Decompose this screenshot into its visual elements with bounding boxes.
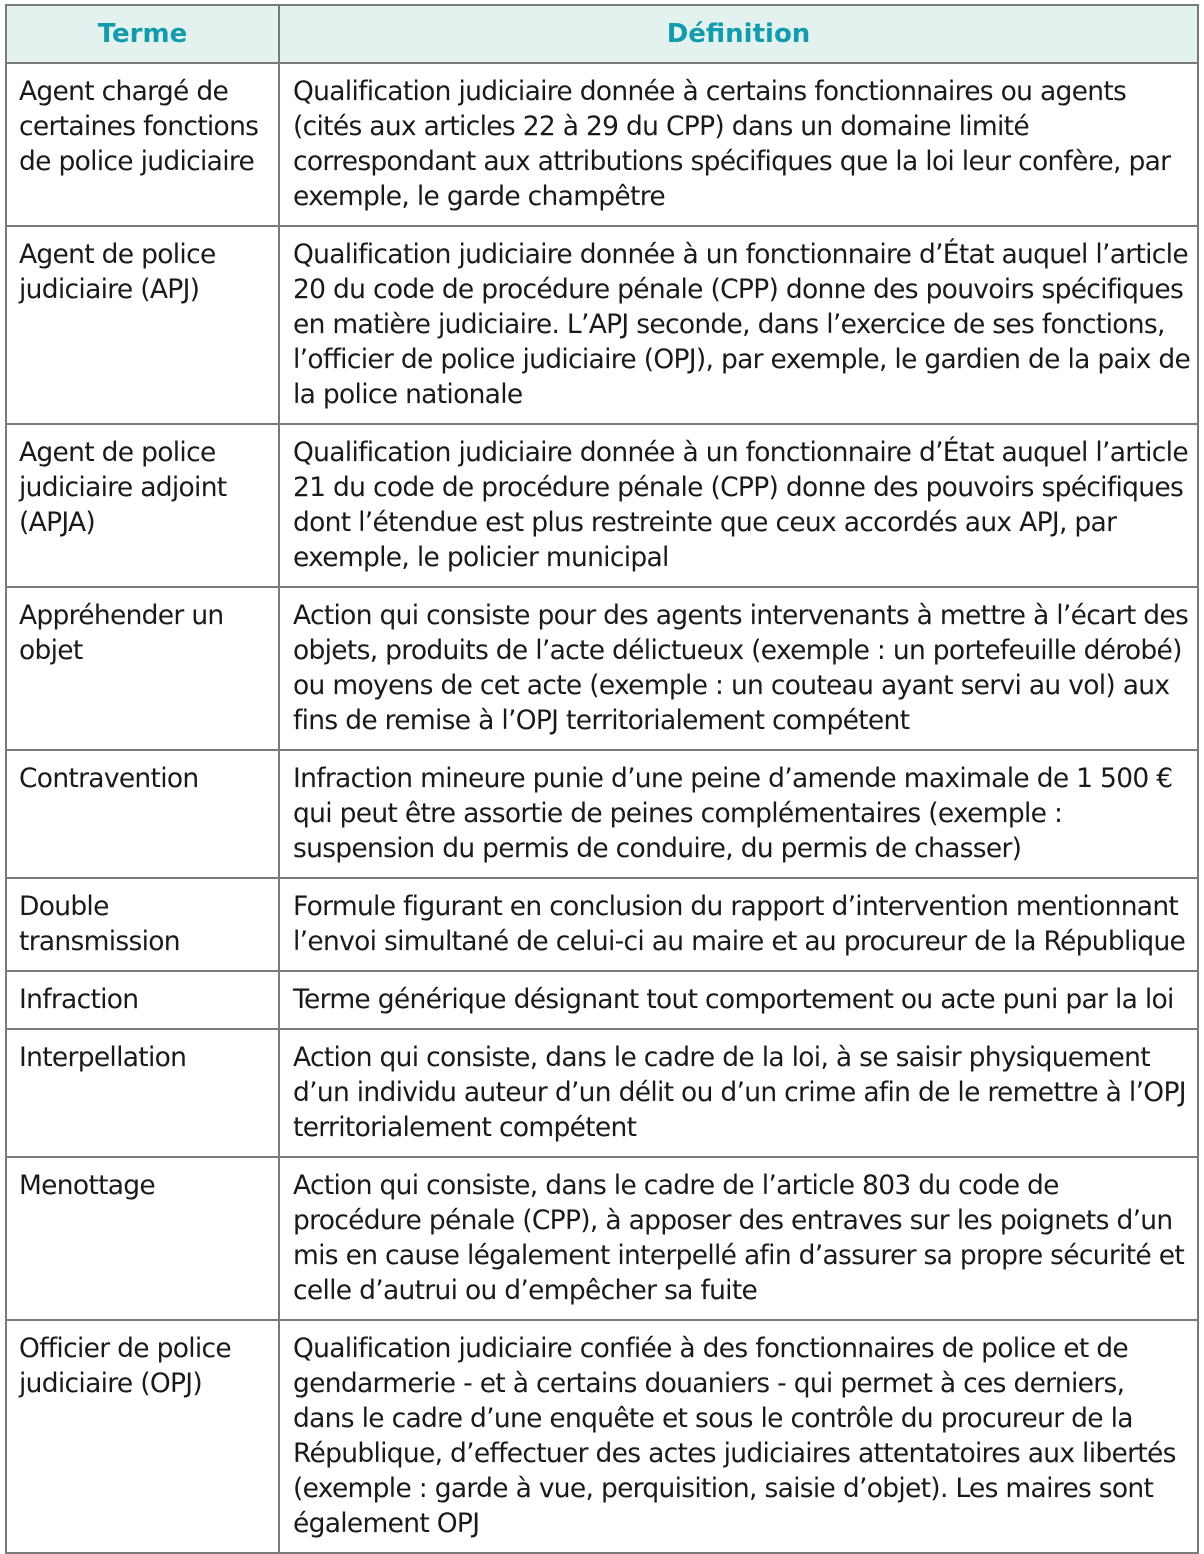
term-cell: Appréhender un objet — [6, 587, 279, 750]
table-row — [6, 1320, 1198, 1553]
definition-cell: Qualification judiciaire donnée à un fonctionnaire d’État auquel l’article 20 du code de procédure pénale (CPP) donne des pouvoirs spécifiques en matière judiciaire. L’APJ seconde, dans l’exercice de ses fonctions, l’officier de police judiciaire (OPJ), par exemple, le gardien de la paix de la police nationale — [279, 226, 1198, 424]
glossary-table — [5, 4, 1199, 1554]
definition-cell: Qualification judiciaire confiée à des fonctionnaires de police et de gendarmerie - et à certains douaniers - qui permet à ces derniers, dans le cadre d’une enquête et sous le contrôle du procureur de la République, d’effectuer des actes judiciaires attentatoires aux libertés (exemple : garde à vue, perquisition, saisie d’objet). Les maires sont également OPJ — [279, 1320, 1198, 1553]
table-row — [6, 750, 1198, 878]
table-row — [6, 587, 1198, 750]
term-cell: Agent chargé de certaines fonctions de police judiciaire — [6, 63, 279, 226]
term-cell: Agent de police judiciaire (APJ) — [6, 226, 279, 424]
table-row — [6, 424, 1198, 587]
table-row — [6, 971, 1198, 1029]
term-cell: Infraction — [6, 971, 279, 1029]
definition-cell: Formule figurant en conclusion du rapport d’intervention mentionnant l’envoi simultané de celui-ci au maire et au procureur de la République — [279, 878, 1198, 971]
definition-cell: Action qui consiste, dans le cadre de la loi, à se saisir physiquement d’un individu auteur d’un délit ou d’un crime afin de le remettre à l’OPJ territorialement compétent — [279, 1029, 1198, 1157]
term-cell: Double transmission — [6, 878, 279, 971]
table-row — [6, 1029, 1198, 1157]
definition-cell: Infraction mineure punie d’une peine d’amende maximale de 1 500 € qui peut être assortie de peines complémentaires (exemple : suspension du permis de conduire, du permis de chasser) — [279, 750, 1198, 878]
definition-cell: Terme générique désignant tout comportement ou acte puni par la loi — [279, 971, 1198, 1029]
column-header-definition: Définition — [279, 5, 1198, 63]
definition-cell: Action qui consiste pour des agents intervenants à mettre à l’écart des objets, produits de l’acte délictueux (exemple : un portefeuille dérobé) ou moyens de cet acte (exemple : un couteau ayant servi au vol) aux fins de remise à l’OPJ territorialement compétent — [279, 587, 1198, 750]
table-row — [6, 226, 1198, 424]
term-cell: Contravention — [6, 750, 279, 878]
term-cell: Agent de police judiciaire adjoint (APJA) — [6, 424, 279, 587]
table-header — [6, 5, 1198, 63]
table-body — [6, 63, 1198, 1553]
definition-cell: Action qui consiste, dans le cadre de l’article 803 du code de procédure pénale (CPP), à apposer des entraves sur les poignets d’un mis en cause légalement interpellé afin d’assurer sa propre sécurité et celle d’autrui ou d’empêcher sa fuite — [279, 1157, 1198, 1320]
term-cell: Interpellation — [6, 1029, 279, 1157]
table-row — [6, 878, 1198, 971]
term-cell: Menottage — [6, 1157, 279, 1320]
header-row — [6, 5, 1198, 63]
column-header-term: Terme — [6, 5, 279, 63]
table-row — [6, 63, 1198, 226]
term-cell: Officier de police judiciaire (OPJ) — [6, 1320, 279, 1553]
definition-cell: Qualification judiciaire donnée à un fonctionnaire d’État auquel l’article 21 du code de procédure pénale (CPP) donne des pouvoirs spécifiques dont l’étendue est plus restreinte que ceux accordés aux APJ, par exemple, le policier municipal — [279, 424, 1198, 587]
definition-cell: Qualification judiciaire donnée à certains fonctionnaires ou agents (cités aux articles 22 à 29 du CPP) dans un domaine limité correspondant aux attributions spécifiques que la loi leur confère, par exemple, le garde champêtre — [279, 63, 1198, 226]
table-row — [6, 1157, 1198, 1320]
